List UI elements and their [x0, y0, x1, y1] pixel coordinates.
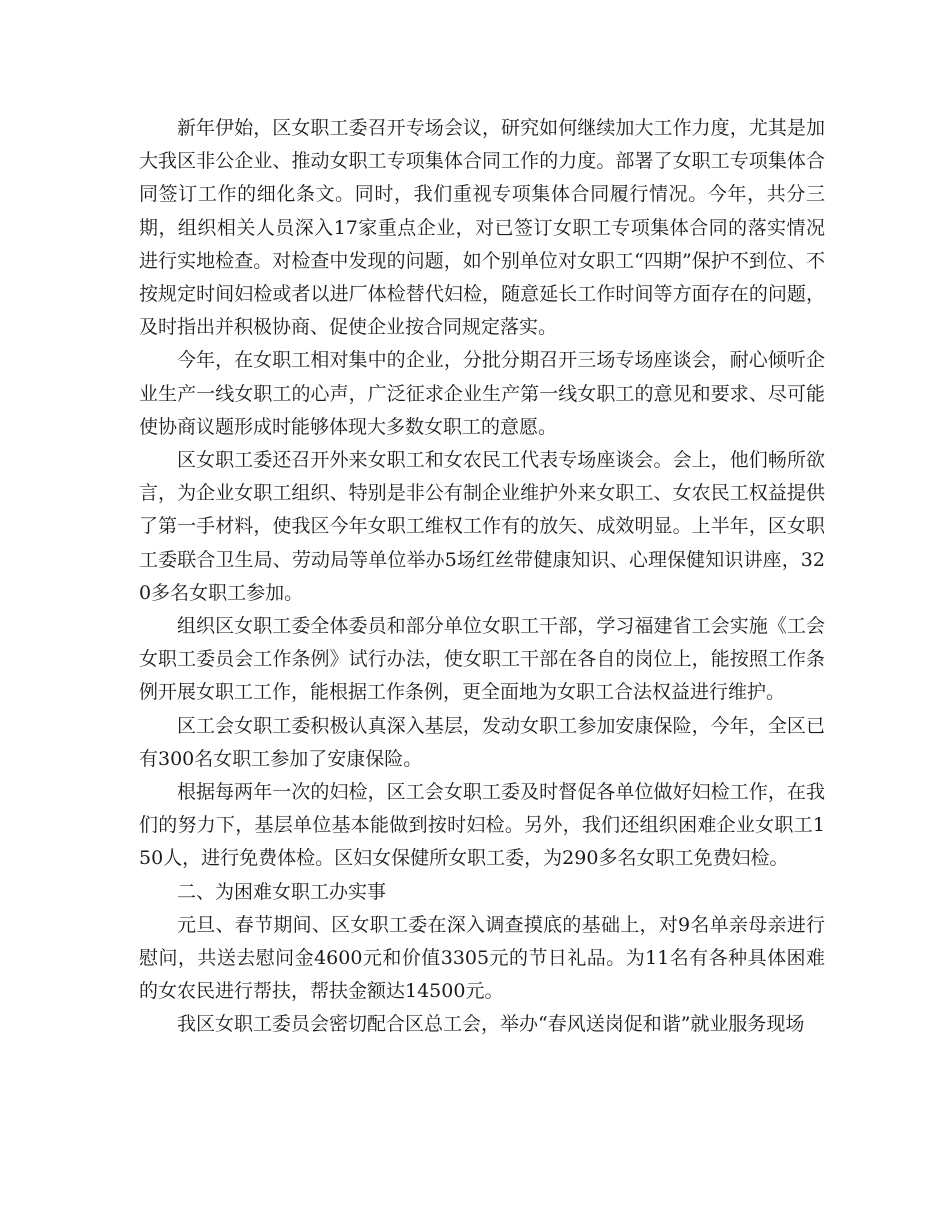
paragraph-employment-service: 我区女职工委员会密切配合区总工会，举办“春风送岗促和谐”就业服务现场	[177, 1013, 805, 1036]
paragraph-holiday-assistance: 元旦、春节期间、区女职工委在深入调查摸底的基础上，对9名单亲母亲进行慰问，共送去慰问金4600元和价值3305元的节日礼品。为11名有各种具体困难的女农民进行帮扶，帮扶金额达14500元。	[139, 913, 825, 1003]
paragraph-migrant-workers: 区女职工委还召开外来女职工和女农民工代表专场座谈会。会上，他们畅所欲言，为企业女职工组织、特别是非公有制企业维护外来女职工、女农民工权益提供了第一手材料，使我区今年女职工维权工作有的放矢、成效明显。上半年，区女职工委联合卫生局、劳动局等单位举办5场红丝带健康知识、心理保健知识讲座，320多名女职工参加。	[139, 449, 825, 604]
section-heading: 二、为困难女职工办实事	[177, 880, 387, 903]
document-body	[139, 112, 825, 1042]
paragraph-symposiums: 今年，在女职工相对集中的企业，分批分期召开三场专场座谈会，耐心倾听企业生产一线女职工的心声，广泛征求企业生产第一线女职工的意见和要求、尽可能使协商议题形成时能够体现大多数女职工的意愿。	[139, 349, 825, 438]
paragraph-health-checks: 根据每两年一次的妇检，区工会女职工委及时督促各单位做好妇检工作，在我们的努力下，基层单位基本能做到按时妇检。另外，我们还组织困难企业女职工150人，进行免费体检。区妇女保健所女职工委，为290多名女职工免费妇检。	[139, 781, 825, 870]
paragraph-regulations-study: 组织区女职工委全体委员和部分单位女职工干部，学习福建省工会实施《工会女职工委员会工作条例》试行办法，使女职工干部在各自的岗位上，能按照工作条例开展女职工工作，能根据工作条例，更全面地为女职工合法权益进行维护。	[139, 615, 825, 704]
paragraph-meeting-contracts: 新年伊始，区女职工委召开专场会议，研究如何继续加大工作力度，尤其是加大我区非公企业、推动女职工专项集体合同工作的力度。部署了女职工专项集体合同签订工作的细化条文。同时，我们重视专项集体合同履行情况。今年，共分三期，组织相关人员深入17家重点企业，对已签订女职工专项集体合同的落实情况进行实地检查。对检查中发现的问题，如个别单位对女职工“四期”保护不到位、不按规定时间妇检或者以进厂体检替代妇检，随意延长工作时间等方面存在的问题，及时指出并积极协商、促使企业按合同规定落实。	[139, 117, 825, 339]
paragraph-insurance: 区工会女职工委积极认真深入基层，发动女职工参加安康保险，今年，全区已有300名女职工参加了安康保险。	[139, 714, 825, 770]
